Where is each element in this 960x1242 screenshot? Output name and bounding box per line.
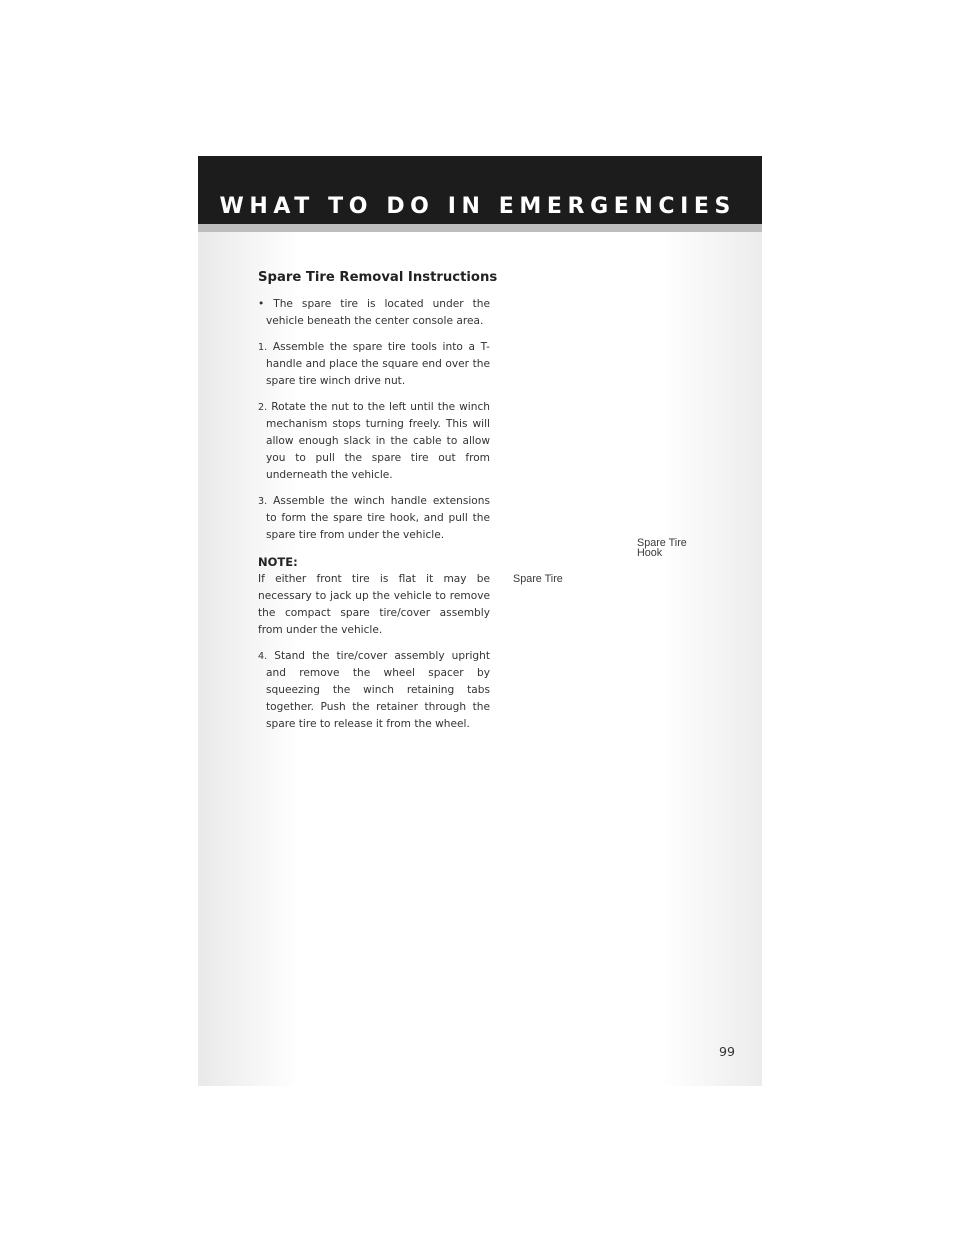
section-header-bar bbox=[198, 156, 762, 224]
step-4 bbox=[258, 648, 490, 733]
spare-tire-label: Spare Tire bbox=[513, 573, 563, 585]
step-2 bbox=[258, 399, 490, 484]
step-text: Assemble the spare tire tools into a T-handle and place the square end over the spare tire winch drive nut. bbox=[266, 341, 490, 387]
header-rule bbox=[198, 224, 762, 232]
step-text: Stand the tire/cover assembly upright and remove the wheel spacer by squeezing the winch retaining tabs together. Push the retainer through the spare tire to release it from the wheel. bbox=[266, 650, 490, 730]
spare-tire-figure bbox=[502, 516, 722, 606]
bullet-item: • The spare tire is located under the vehicle beneath the center console area. bbox=[258, 298, 490, 327]
step-number: 4. bbox=[258, 651, 268, 662]
hook-label-line-2: Hook bbox=[637, 547, 663, 559]
note-label: NOTE: bbox=[258, 555, 298, 569]
main-content bbox=[258, 269, 498, 742]
note-text: If either front tire is flat it may be necessary to jack up the vehicle to remove the compact spare tire/cover assembly from under the vehicle. bbox=[258, 573, 490, 636]
step-3 bbox=[258, 493, 490, 544]
step-text: Assemble the winch handle extensions to form the spare tire hook, and pull the spare tire from under the vehicle. bbox=[266, 495, 491, 541]
hook-label-line-1: Spare Tire bbox=[637, 537, 687, 549]
section-heading: Spare Tire Removal Instructions bbox=[258, 270, 498, 285]
page-number: 99 bbox=[718, 1044, 735, 1059]
spare-tire-hook-label bbox=[637, 538, 687, 558]
header-title: WHAT TO DO IN EMERGENCIES bbox=[219, 194, 736, 219]
step-1 bbox=[258, 339, 490, 390]
step-number: 2. bbox=[258, 402, 268, 413]
step-text: Rotate the nut to the left until the winch mechanism stops turning freely. This will allow enough slack in the cable to allow you to pull the spare tire out from underneath the vehicle. bbox=[266, 401, 491, 481]
manual-page bbox=[198, 156, 762, 1086]
step-number: 1. bbox=[258, 342, 268, 353]
step-number: 3. bbox=[258, 496, 268, 507]
